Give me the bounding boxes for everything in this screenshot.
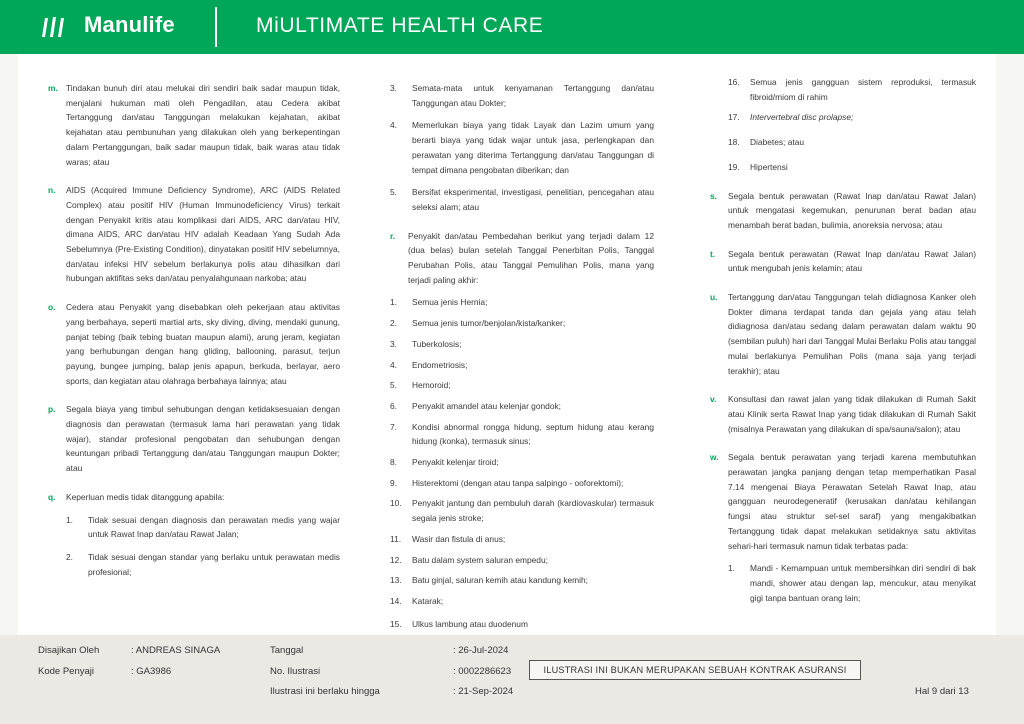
agent-code-value: : GA3986: [131, 666, 172, 677]
date-value: : 26-Jul-2024: [453, 645, 509, 656]
presented-by-label: Disajikan Oleh: [38, 645, 100, 656]
list-item: 17. Intervertebral disc prolapse;: [728, 112, 854, 123]
column-middle: [390, 54, 654, 631]
illustration-number-label: No. Ilustrasi: [270, 666, 321, 677]
valid-until-label: Ilustrasi ini berlaku hingga: [270, 686, 380, 697]
list-item: 1. Tidak sesuai dengan diagnosis dan perawatan medis yang wajar untuk Rawat Inap dan/atau Rawat Jalan;: [66, 514, 340, 540]
product-title: MiULTIMATE HEALTH CARE: [256, 14, 544, 37]
exclusion-item-w: w. Segala bentuk perawatan yang terjadi karena membutuhkan perawatan jangka panjang dengan tetap memperhatikan Pasal 7.14 mengenai Biaya Perawatan Setelah Rawat Inap, atau gangguan neurodegeneratif (kerusakan dan/atau kehilangan fungsi atau struktur sel-sel saraf) yang mengakibatkan Tertanggung tidak dapat melakukan setidaknya satu aktivitas sehari-hari termasuk namun tidak terbatas pada:: [710, 452, 976, 551]
list-item: 12. Batu dalam system saluran empedu;: [390, 554, 548, 565]
document-content: [0, 54, 1024, 635]
list-item: 9. Histerektomi (dengan atau tanpa salpingo - ooforektomi);: [390, 477, 624, 488]
list-item: 7. Kondisi abnormal rongga hidung, septum hidung atau kerang hidung (konka), termasuk sinus;: [390, 421, 654, 447]
list-item: 13. Batu ginjal, saluran kemih atau kandung kemih;: [390, 575, 588, 586]
exclusion-item-v: v. Konsultasi dan rawat jalan yang tidak dilakukan di Rumah Sakit atau Klinik serta Rawat Inap yang tidak dilakukan di Rumah Sakit (misalnya Perawatan yang dilakukan di spa/sauna/salon); atau: [710, 394, 976, 434]
list-item: 14. Katarak;: [390, 595, 444, 606]
agent-code-label: Kode Penyaji: [38, 666, 94, 677]
list-item: 4. Memerlukan biaya yang tidak Layak dan Lazim umum yang berarti biaya yang tidak wajar untuk jasa, perlengkapan dan perawatan yang diterima Tertanggung dan/atau Tanggungan di tempat dimana pengobatan diberikan; dan: [390, 120, 654, 175]
page-number: Hal 9 dari 13: [915, 686, 969, 697]
document-panel: [18, 54, 996, 635]
list-item: 11. Wasir dan fistula di anus;: [390, 533, 506, 544]
header-divider: [215, 7, 217, 47]
list-item: 5. Hemoroid;: [390, 380, 451, 391]
list-item: 1. Semua jenis Hernia;: [390, 297, 488, 308]
column-right: [710, 54, 976, 605]
list-item: 18. Diabetes; atau: [728, 137, 805, 148]
exclusion-item-m: m. Tindakan bunuh diri atau melukai diri sendiri baik sadar maupun tidak, menjalani hukuman mati oleh Pengadilan, atau Cedera akibat Tertanggung dan/atau Tanggungan melakukan kejahatan, akibat kejahatan atau pembunuhan yang dilakukan oleh yang berkepentingan dalam Pertanggungan, baik sadar maupun tidak, baik waras atau tidak waras; atau: [48, 83, 340, 167]
list-item: 2. Tidak sesuai dengan standar yang berlaku untuk perawatan medis profesional;: [66, 551, 340, 577]
valid-until-value: : 21-Sep-2024: [453, 686, 514, 697]
list-item: 15. Ulkus lambung atau duodenum: [390, 618, 528, 629]
list-item: 3. Tuberkolosis;: [390, 338, 462, 349]
header-bar: [0, 0, 1024, 54]
list-item: 6. Penyakit amandel atau kelenjar gondok;: [390, 400, 561, 411]
date-label: Tanggal: [270, 645, 304, 656]
presented-by-value: : ANDREAS SINAGA: [131, 645, 221, 656]
illustration-number-value: : 0002286623: [453, 666, 512, 677]
disclaimer-box: ILUSTRASI INI BUKAN MERUPAKAN SEBUAH KONTRAK ASURANSI: [529, 660, 861, 680]
list-item: 3. Semata-mata untuk kenyamanan Tertanggung dan/atau Tanggungan atau Dokter;: [390, 83, 654, 108]
manulife-logo-icon: [40, 15, 70, 39]
list-item: 4. Endometriosis;: [390, 359, 468, 370]
list-item: 2. Semua jenis tumor/benjolan/kista/kanker;: [390, 318, 566, 329]
footer: [0, 635, 1024, 724]
logo-text: Manulife: [84, 12, 175, 37]
surgery-list: [390, 295, 654, 631]
exclusion-item-u: u. Tertanggung dan/atau Tanggungan telah didiagnosa Kanker oleh Dokter dimana terdapat tanda dan gejala yang atau telah didiagnosa dan/atau sedang dalam perawatan dalam waktu 90 (sembilan puluh) hari dari Tanggal Mulai Berlaku Polis atau tanggal mulai berlakunya Pemulihan Polis (mana saja yang terjadi terakhir); atau: [710, 292, 976, 376]
exclusion-item-q: q. Keperluan medis tidak ditanggung apabila:: [48, 491, 225, 502]
list-item: 16. Semua jenis gangguan sistem reproduksi, termasuk fibroid/miom di rahim: [728, 77, 976, 102]
column-left: [48, 54, 340, 579]
list-item: 8. Penyakit kelenjar tiroid;: [390, 457, 499, 468]
list-item: 1. Mandi - Kemampuan untuk membersihkan diri sendiri di bak mandi, shower atau dengan lap, mencukur, atau menyikat gigi tanpa bantuan orang lain;: [728, 563, 976, 603]
list-item: 10. Penyakit jantung dan pembuluh darah (kardiovaskular) termasuk segala jenis stroke;: [390, 498, 654, 524]
exclusion-item-p: p. Segala biaya yang timbul sehubungan dengan ketidaksesuaian dengan diagnosis dan perawatan (termasuk lama hari perawatan yang tidak wajar), standar profesional pengobatan dan sehubungan dengan keuntungan pribadi Tertanggung dan/atau Tanggungan maupun Dokter; atau: [48, 404, 340, 474]
exclusion-item-r: r. Penyakit dan/atau Pembedahan berikut yang terjadi dalam 12 (dua belas) bulan setelah Tanggal Penerbitan Polis, Tanggal Perubahan Polis, atau Tanggal Pemulihan Polis, mana yang terjadi paling akhir:: [390, 230, 654, 285]
surgery-list-continued: [710, 75, 976, 175]
exclusion-item-o: o. Cedera atau Penyakit yang disebabkan oleh pekerjaan atau aktivitas yang berbahaya, seperti martial arts, sky diving, diving, mendaki gunung, panjat tebing (baik tebing buatan maupun alami), arung jeram, kegiatan yang berhubungan dengan hang gliding, ballooning, parasut, terjun payung, bungee jumping, balap jenis apapun, berkuda, berlayar, aero sports, dan kegiatan atau olahraga berbahaya lainnya; atau: [48, 302, 340, 386]
list-item: 5. Bersifat eksperimental, investigasi, penelitian, pencegahan atau seleksi alam; atau: [390, 187, 654, 212]
exclusion-item-s: s. Segala bentuk perawatan (Rawat Inap dan/atau Rawat Jalan) untuk mengatasi kegemukan, penurunan berat badan atau menambah berat badan, bulimia, anoreksia nervosa; atau: [710, 190, 976, 230]
exclusion-item-n: n. AIDS (Acquired Immune Deficiency Syndrome), ARC (AIDS Related Complex) atau positif HIV (Human Immunodeficiency Virus) terkait dengan Penyakit kritis atau komplikasi dari AIDS, ARC dan/atau HIV, dimana AIDS, ARC dan/atau HIV adalah Keadaan Yang Sudah Ada Sebelumnya (Pre-Existing Condition), dinyatakan positif HIV sebelumnya, dan/atau infeksi HIV sebelum berlakunya polis atau dihasilkan dari hubungan aktifitas seks dan/atau penyalahgunaan narkoba; atau: [48, 185, 340, 284]
exclusion-item-t: t. Segala bentuk perawatan (Rawat Inap dan/atau Rawat Jalan) untuk mengubah jenis kelamin; atau: [710, 248, 976, 274]
list-item: 19. Hipertensi: [728, 161, 788, 172]
